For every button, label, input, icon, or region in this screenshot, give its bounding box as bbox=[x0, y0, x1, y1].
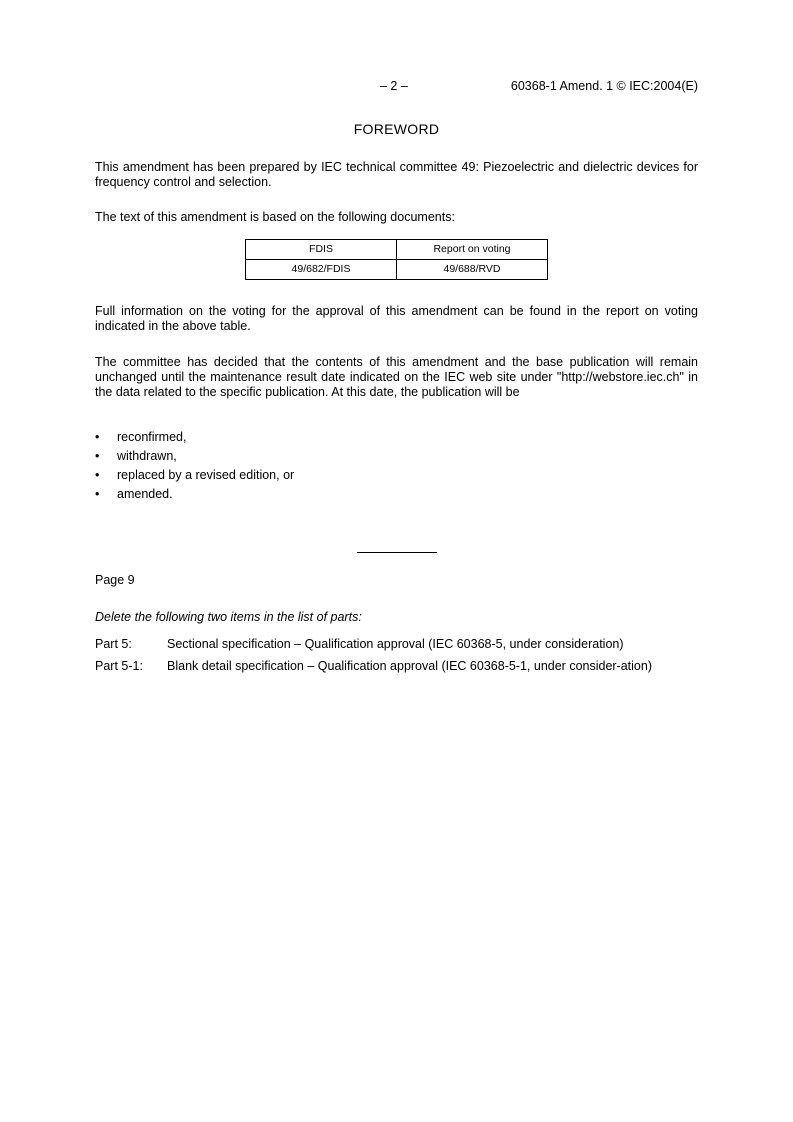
page-reference: Page 9 bbox=[95, 573, 135, 587]
table-cell-report: 49/688/RVD bbox=[397, 260, 548, 280]
voting-info-paragraph: Full information on the voting for the approval of this amendment can be found in the report on voting indicated in the above table. bbox=[95, 304, 698, 333]
bullet-icon: • bbox=[95, 487, 100, 501]
table-header-fdis: FDIS bbox=[246, 240, 397, 260]
section-divider bbox=[357, 552, 437, 553]
amendment-instruction: Delete the following two items in the list of parts: bbox=[95, 610, 362, 624]
maintenance-paragraph: The committee has decided that the contents of this amendment and the base publication will remain unchanged until the maintenance result date indicated on the IEC web site under "http://webstore.iec.ch" in the data related to the specific publication. At this date, the publication will be bbox=[95, 355, 698, 399]
table-header-report: Report on voting bbox=[397, 240, 548, 260]
based-on-paragraph: The text of this amendment is based on the following documents: bbox=[95, 210, 455, 224]
document-reference: 60368-1 Amend. 1 © IEC:2004(E) bbox=[510, 79, 698, 93]
list-item-text: reconfirmed, bbox=[117, 430, 187, 444]
part-description: Blank detail specification – Qualification approval (IEC 60368-5-1, under consider-ation) bbox=[167, 659, 652, 673]
table-cell-fdis: 49/682/FDIS bbox=[246, 260, 397, 280]
part-item bbox=[95, 659, 698, 674]
list-item bbox=[95, 449, 294, 468]
table-header-row bbox=[246, 240, 548, 260]
list-item-text: amended. bbox=[117, 487, 173, 501]
list-item-text: replaced by a revised edition, or bbox=[117, 468, 295, 482]
part-item bbox=[95, 637, 698, 652]
committee-paragraph: This amendment has been prepared by IEC technical committee 49: Piezoelectric and dielectric devices for frequency control and selection. bbox=[95, 160, 698, 189]
page-header bbox=[0, 79, 793, 94]
publication-options-list bbox=[95, 430, 294, 506]
documents-table bbox=[245, 239, 548, 280]
part-description: Sectional specification – Qualification approval (IEC 60368-5, under consideration) bbox=[167, 637, 624, 651]
bullet-icon: • bbox=[95, 430, 100, 444]
list-item bbox=[95, 430, 294, 449]
list-item bbox=[95, 487, 294, 506]
bullet-icon: • bbox=[95, 449, 100, 463]
table-row bbox=[246, 260, 548, 280]
bullet-icon: • bbox=[95, 468, 100, 482]
page-number: – 2 – bbox=[380, 79, 408, 93]
part-label: Part 5: bbox=[95, 637, 132, 651]
list-item bbox=[95, 468, 294, 487]
list-item-text: withdrawn, bbox=[117, 449, 177, 463]
section-title: FOREWORD bbox=[353, 121, 440, 137]
part-label: Part 5-1: bbox=[95, 659, 143, 673]
parts-list bbox=[95, 637, 698, 681]
